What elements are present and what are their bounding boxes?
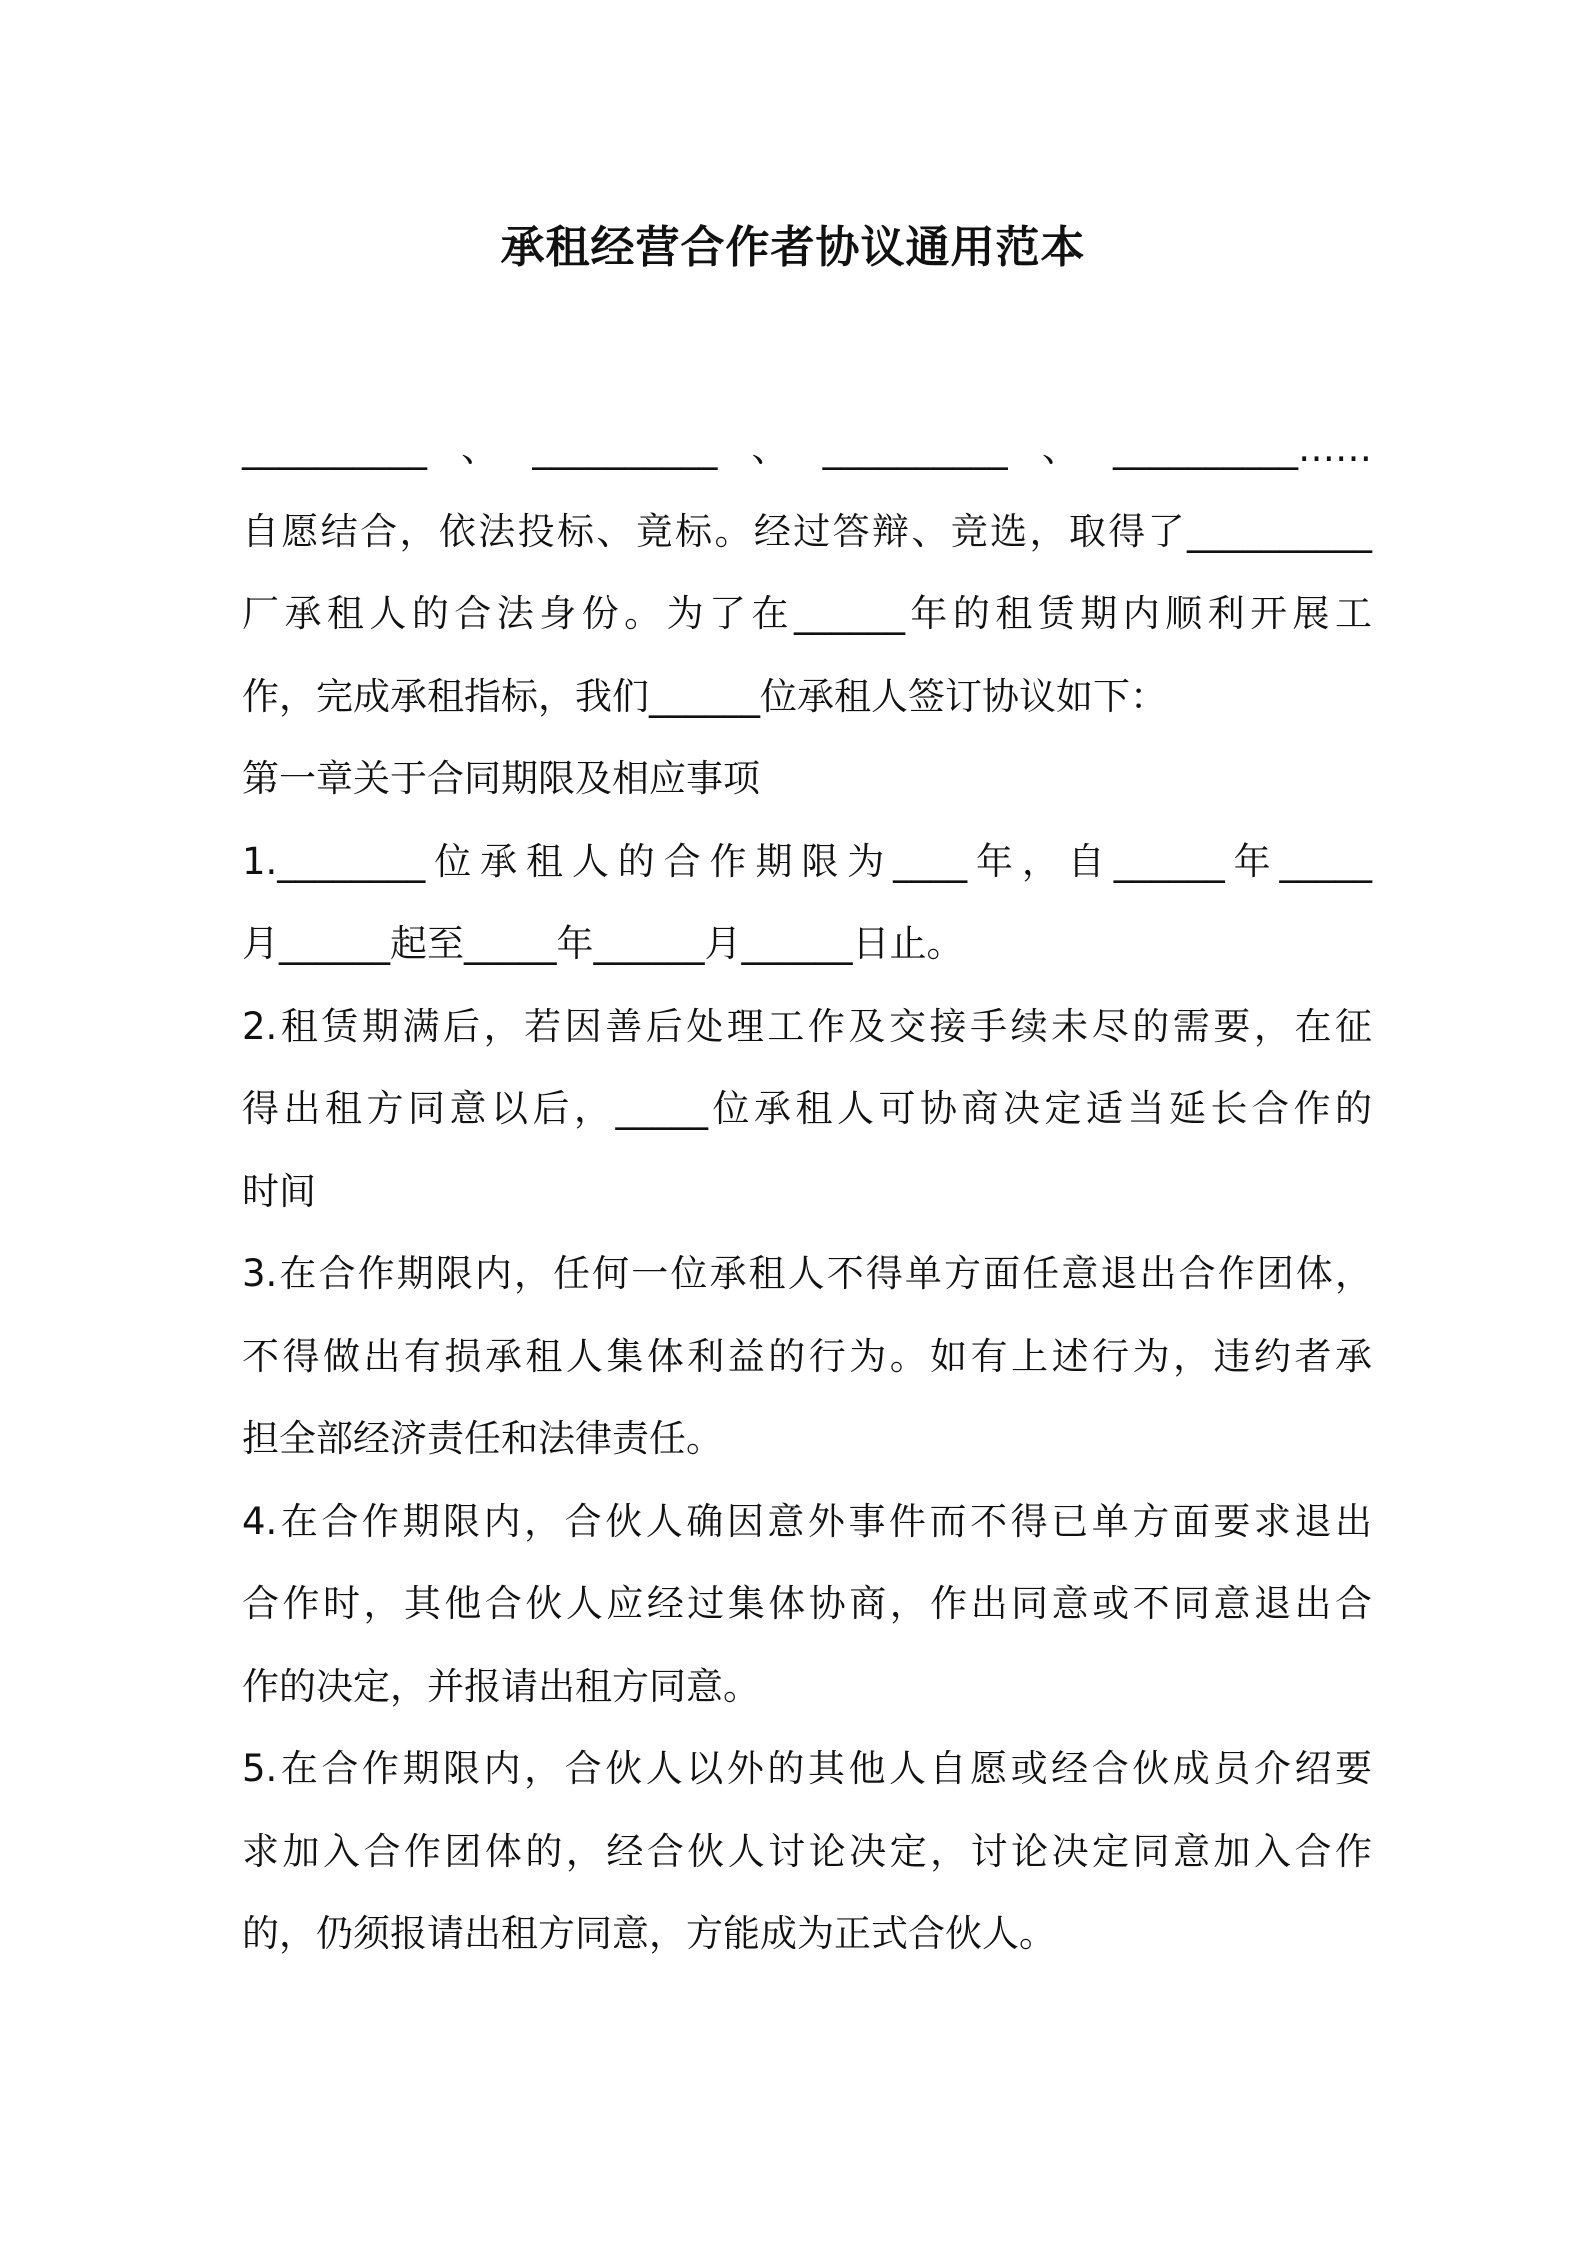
clause-line: 求加入合作团体的，经合伙人讨论决定，讨论决定同意加入合作 [242,1829,1372,1873]
clause-line: 月______起至_____年______月______日止。 [242,922,964,965]
paragraph-line: 作，完成承租指标，我们______位承租人签订协议如下： [242,674,1167,718]
paragraph-line: __________、__________、__________、__________…… [242,427,1372,470]
document-title: 承租经营合作者协议通用范本 [500,222,1086,273]
clause-line: 不得做出有损承租人集体利益的行为。如有上述行为，违约者承 [242,1334,1372,1378]
clause-line: 担全部经济责任和法律责任。 [242,1417,723,1460]
clause-line: 时间 [242,1169,316,1213]
document-body [242,408,1372,1976]
clause-line: 4.在合作期限内，合伙人确因意外事件而不得已单方面要求退出 [242,1499,1372,1543]
clause-line: 合作时，其他合伙人应经过集体协商，作出同意或不同意退出合 [242,1582,1372,1625]
paragraph-line: 厂承租人的合法身份。为了在______年的租赁期内顺利开展工 [242,592,1372,635]
clause-line: 得出租方同意以后，_____位承租人可协商决定适当延长合作的 [242,1087,1372,1130]
clause-line: 1.________位承租人的合作期限为____年，自______年_____ [242,839,1372,883]
clause-line: 5.在合作期限内，合伙人以外的其他人自愿或经合伙成员介绍要 [242,1747,1372,1790]
clause-line: 作的决定，并报请出租方同意。 [242,1664,760,1708]
chapter-heading: 第一章关于合同期限及相应事项 [242,757,760,800]
clause-line: 2.租赁期满后，若因善后处理工作及交接手续未尽的需要，在征 [242,1004,1372,1048]
clause-line: 3.在合作期限内，任何一位承租人不得单方面任意退出合作团体， [242,1252,1372,1295]
clause-line: 的，仍须报请出租方同意，方能成为正式合伙人。 [242,1912,1056,1955]
paragraph-line: 自愿结合，依法投标、竟标。经过答辩、竞选，取得了__________ [242,509,1372,553]
